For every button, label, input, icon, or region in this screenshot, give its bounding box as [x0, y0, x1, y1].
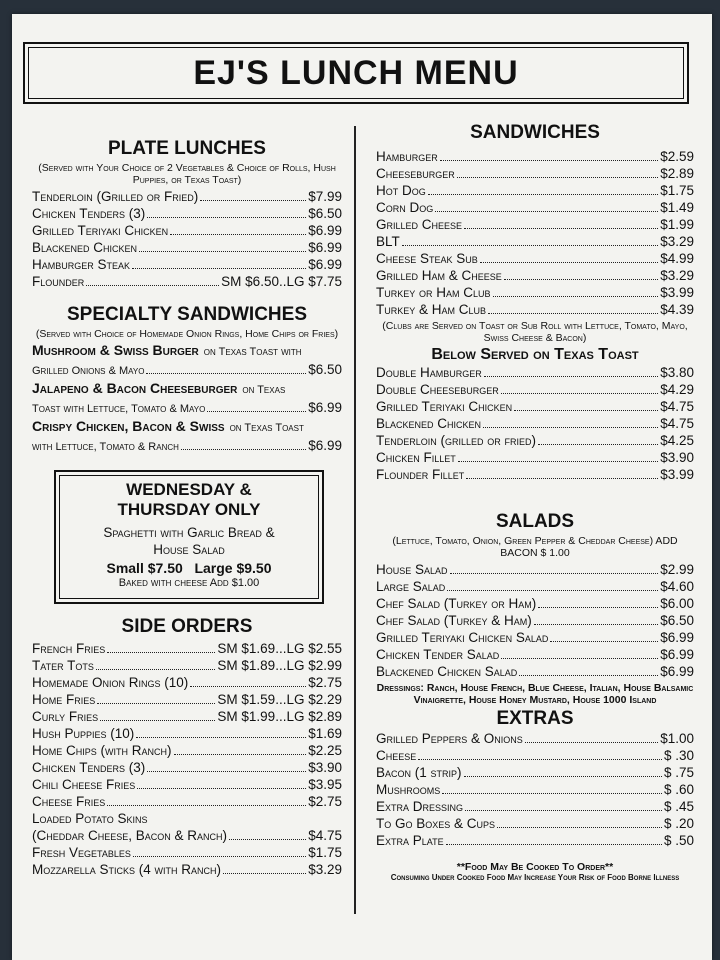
item-name: Cheese Steak Sub — [376, 251, 478, 266]
dot-leader — [466, 478, 658, 479]
item-name: Chicken Tenders (3) — [32, 206, 146, 221]
dot-leader — [229, 839, 306, 840]
footer-disclaimer: Consuming Under Cooked Food May Increase Your Risk of Food Borne Illness — [390, 873, 680, 882]
item-name: Extra Plate — [376, 833, 444, 848]
item-price: $6.99 — [660, 630, 694, 645]
item-name: Home Fries — [32, 692, 96, 707]
item-price: $4.99 — [660, 251, 694, 266]
dot-leader — [147, 771, 306, 772]
side-order-row — [32, 742, 342, 759]
salad-row — [376, 561, 694, 578]
item-name: Hot Dog — [376, 183, 426, 198]
item-price: $3.99 — [660, 285, 694, 300]
sandwich-row — [376, 148, 694, 165]
dot-leader — [147, 217, 306, 218]
item-name: Corn Dog — [376, 200, 434, 215]
column-divider — [354, 126, 356, 914]
item-name: Large Salad — [376, 579, 446, 594]
item-name: Double Hamburger — [376, 365, 482, 380]
specialty-note: (Served with Choice of Homemade Onion Rings, Home Chips or Fries) — [35, 328, 339, 340]
item-price: $4.75 — [660, 416, 694, 431]
salads-list — [376, 561, 694, 680]
item-name: Double Cheeseburger — [376, 382, 499, 397]
sandwich-row — [376, 301, 694, 318]
dot-leader — [174, 754, 307, 755]
item-price: SM $1.69...LG $2.55 — [217, 641, 342, 656]
dot-leader — [484, 376, 658, 377]
item-name: Grilled Peppers & Onions — [376, 731, 523, 746]
item-price: $6.99 — [660, 664, 694, 679]
dot-leader — [440, 160, 658, 161]
item-price: $3.29 — [660, 234, 694, 249]
item-name: Curly Fries — [32, 709, 99, 724]
item-name: Flounder Fillet — [376, 467, 465, 482]
dot-leader — [464, 228, 658, 229]
midweek-special-box — [54, 470, 324, 604]
sides-list — [32, 640, 342, 810]
special-note: Baked with cheese Add $1.00 — [118, 577, 260, 589]
special-large: Large $9.50 — [194, 560, 272, 576]
item-price: $4.39 — [660, 302, 694, 317]
sandwich-row — [376, 165, 694, 182]
item-name: Homemade Onion Rings (10) — [32, 675, 189, 690]
sandwich-row — [376, 182, 694, 199]
specialty-name: Jalapeno & Bacon Cheeseburger — [32, 380, 238, 396]
footer-warning: **Food May Be Cooked To Order** — [456, 861, 614, 873]
extra-row — [376, 832, 694, 849]
item-name: Cheeseburger — [376, 166, 455, 181]
plate-lunch-row — [32, 205, 342, 222]
item-name: Chicken Tender Salad — [376, 647, 500, 662]
extra-row — [376, 815, 694, 832]
dot-leader — [139, 251, 306, 252]
item-price: SM $1.59...LG $2.29 — [217, 692, 342, 707]
menu-title-box — [23, 42, 689, 104]
item-price: $2.25 — [308, 743, 342, 758]
dot-leader — [136, 737, 306, 738]
plate-lunches-heading: PLATE LUNCHES — [108, 138, 266, 159]
item-price: $1.00 — [660, 731, 694, 746]
side-order-row — [32, 640, 342, 657]
item-name: Blackened Chicken — [376, 416, 482, 431]
item-name: Blackened Chicken Salad — [376, 664, 518, 679]
item-price: $ .30 — [663, 748, 694, 763]
dot-leader — [107, 652, 215, 653]
item-name: Grilled Ham & Cheese — [376, 268, 502, 283]
item-name: Chili Cheese Fries — [32, 777, 136, 792]
item-price: $ .75 — [663, 765, 694, 780]
clubs-note: (Clubs are Served on Toast or Sub Roll with Lettuce, Tomato, Mayo, Swiss Cheese & Bacon) — [382, 320, 688, 344]
menu-page — [12, 14, 712, 960]
plate-lunch-row — [32, 222, 342, 239]
item-price: $ .50 — [663, 833, 694, 848]
extra-row — [376, 730, 694, 747]
plate-lunch-row — [32, 188, 342, 205]
plate-lunches-note: (Served with Your Choice of 2 Vegetables & Choice of Rolls, Hush Puppies, or Texas Toast) — [38, 162, 336, 186]
dot-leader — [447, 590, 658, 591]
sides-section — [32, 616, 342, 878]
item-price: $6.99 — [308, 223, 342, 238]
item-price: $6.50 — [660, 613, 694, 628]
texas-toast-row — [376, 398, 694, 415]
item-price: $6.99 — [308, 438, 342, 453]
salads-heading: SALADS — [495, 511, 575, 532]
specialty-desc: on Texas Toast with — [203, 346, 302, 358]
item-price: $1.69 — [308, 726, 342, 741]
item-name: Extra Dressing — [376, 799, 464, 814]
item-name: Chef Salad (Turkey or Ham) — [376, 596, 537, 611]
sandwich-row — [376, 216, 694, 233]
dot-leader — [519, 675, 658, 676]
dot-leader — [538, 607, 658, 608]
dot-leader — [207, 411, 306, 412]
item-name: French Fries — [32, 641, 106, 656]
sandwiches-list — [376, 148, 694, 318]
dot-leader — [446, 844, 662, 845]
sandwiches-heading: SANDWICHES — [470, 122, 600, 143]
dot-leader — [450, 573, 659, 574]
item-price: $4.75 — [308, 828, 342, 843]
item-name: Grilled Cheese — [376, 217, 463, 232]
dot-leader — [435, 211, 658, 212]
salad-row — [376, 612, 694, 629]
item-name: Cheese — [376, 748, 417, 763]
specialty-item — [32, 418, 342, 456]
item-name: To Go Boxes & Cups — [376, 816, 496, 831]
item-name: Home Chips (with Ranch) — [32, 743, 172, 758]
specialty-name: Mushroom & Swiss Burger — [32, 342, 199, 358]
item-name: with Lettuce, Tomato & Ranch — [32, 441, 179, 453]
item-name: (Cheddar Cheese, Bacon & Ranch) — [32, 828, 228, 843]
dot-leader — [133, 856, 306, 857]
item-name: Blackened Chicken — [32, 240, 138, 255]
item-price: $2.59 — [660, 149, 694, 164]
dot-leader — [538, 444, 658, 445]
dot-leader — [480, 262, 658, 263]
extras-list — [376, 730, 694, 849]
dot-leader — [86, 285, 219, 286]
item-price: $4.29 — [660, 382, 694, 397]
dot-leader — [190, 686, 306, 687]
dot-leader — [465, 810, 662, 811]
specialty-desc: on Texas Toast — [229, 422, 304, 434]
dot-leader — [525, 742, 658, 743]
dot-leader — [402, 245, 658, 246]
extra-row — [376, 798, 694, 815]
item-name: Grilled Teriyaki Chicken Salad — [376, 630, 549, 645]
texas-toast-heading: Below Served on Texas Toast — [431, 346, 639, 363]
dot-leader — [493, 296, 659, 297]
item-name: Chicken Fillet — [376, 450, 456, 465]
item-name: Bacon (1 strip) — [376, 765, 462, 780]
specialty-price-line — [32, 361, 342, 380]
specialty-item — [32, 380, 342, 418]
item-price: $3.90 — [660, 450, 694, 465]
dot-leader — [170, 234, 306, 235]
item-name: Mozzarella Sticks (4 with Ranch) — [32, 862, 222, 877]
item-name: Turkey or Ham Club — [376, 285, 491, 300]
salad-row — [376, 595, 694, 612]
dot-leader — [442, 793, 662, 794]
specialty-list — [32, 342, 342, 456]
sides-heading: SIDE ORDERS — [121, 616, 253, 637]
item-name: Grilled Teriyaki Chicken — [376, 399, 513, 414]
specialty-title-line — [32, 342, 342, 361]
extra-row — [376, 747, 694, 764]
specialty-desc: on Texas — [242, 384, 286, 396]
item-price: $1.49 — [660, 200, 694, 215]
dot-leader — [418, 759, 662, 760]
side-order-row — [32, 861, 342, 878]
sides-list-2 — [32, 827, 342, 878]
item-price: $6.99 — [308, 400, 342, 415]
item-name: Hamburger Steak — [32, 257, 131, 272]
item-price: $4.25 — [660, 433, 694, 448]
side-order-row — [32, 776, 342, 793]
sandwich-row — [376, 284, 694, 301]
texas-toast-row — [376, 432, 694, 449]
dot-leader — [100, 720, 215, 721]
side-order-row — [32, 708, 342, 725]
specialty-name: Crispy Chicken, Bacon & Swiss — [32, 418, 225, 434]
dot-leader — [181, 449, 306, 450]
item-price: $7.99 — [308, 189, 342, 204]
dot-leader — [457, 177, 658, 178]
item-name: Hush Puppies (10) — [32, 726, 135, 741]
item-name: Grilled Onions & Mayo — [32, 365, 145, 377]
item-price: SM $6.50..LG $7.75 — [221, 274, 342, 289]
item-name: House Salad — [376, 562, 448, 577]
item-price: $6.00 — [660, 596, 694, 611]
salad-row — [376, 646, 694, 663]
dot-leader — [504, 279, 658, 280]
dot-leader — [464, 776, 662, 777]
texas-toast-row — [376, 449, 694, 466]
side-order-row — [32, 725, 342, 742]
item-price: $6.99 — [308, 240, 342, 255]
dot-leader — [97, 703, 215, 704]
specialty-heading: SPECIALTY SANDWICHES — [67, 304, 307, 325]
dot-leader — [132, 268, 306, 269]
item-price: $1.75 — [308, 845, 342, 860]
left-column — [32, 138, 342, 456]
item-price: $6.99 — [660, 647, 694, 662]
item-price: $3.80 — [660, 365, 694, 380]
dot-leader — [534, 624, 658, 625]
side-order-row — [32, 827, 342, 844]
sandwich-row — [376, 233, 694, 250]
dot-leader — [514, 410, 658, 411]
item-price: $ .20 — [663, 816, 694, 831]
item-price: $2.99 — [660, 562, 694, 577]
extra-row — [376, 781, 694, 798]
specialty-item — [32, 342, 342, 380]
item-price: $6.99 — [308, 257, 342, 272]
item-name: Mushrooms — [376, 782, 441, 797]
salads-note: (Lettuce, Tomato, Onion, Green Pepper & Cheddar Cheese) ADD BACON $ 1.00 — [392, 535, 678, 559]
texas-toast-row — [376, 466, 694, 483]
dot-leader — [223, 873, 306, 874]
item-price: SM $1.99...LG $2.89 — [217, 709, 342, 724]
dot-leader — [501, 393, 658, 394]
item-price: $1.99 — [660, 217, 694, 232]
extras-heading: EXTRAS — [496, 708, 574, 729]
specialty-title-line — [32, 380, 342, 399]
item-name: Flounder — [32, 274, 85, 289]
loaded-skins-title: Loaded Potato Skins — [32, 811, 148, 826]
dot-leader — [146, 373, 306, 374]
sandwich-row — [376, 267, 694, 284]
item-name: Grilled Teriyaki Chicken — [32, 223, 169, 238]
item-name: Toast with Lettuce, Tomato & Mayo — [32, 403, 206, 415]
dot-leader — [428, 194, 658, 195]
item-price: $1.75 — [660, 183, 694, 198]
side-order-row — [32, 691, 342, 708]
plate-lunch-row — [32, 273, 342, 290]
item-price: $6.50 — [308, 206, 342, 221]
item-name: BLT — [376, 234, 400, 249]
side-order-row — [32, 759, 342, 776]
dot-leader — [458, 461, 658, 462]
specialty-price-line — [32, 399, 342, 418]
item-name: Tenderloin (grilled or fried) — [376, 433, 537, 448]
side-order-row — [32, 674, 342, 691]
texas-toast-row — [376, 415, 694, 432]
salad-row — [376, 629, 694, 646]
special-small: Small $7.50 — [106, 560, 183, 576]
item-name: Chicken Tenders (3) — [32, 760, 146, 775]
dot-leader — [107, 805, 306, 806]
dot-leader — [501, 658, 658, 659]
item-price: $3.99 — [660, 467, 694, 482]
dot-leader — [483, 427, 658, 428]
dot-leader — [137, 788, 306, 789]
item-name: Turkey & Ham Club — [376, 302, 487, 317]
specialty-title-line — [32, 418, 342, 437]
texas-toast-row — [376, 381, 694, 398]
item-price: $3.90 — [308, 760, 342, 775]
menu-title: EJ'S LUNCH MENU — [193, 53, 519, 92]
item-name: Tater Tots — [32, 658, 94, 673]
plate-lunch-row — [32, 239, 342, 256]
dot-leader — [96, 669, 216, 670]
dot-leader — [550, 641, 658, 642]
item-price: $ .60 — [663, 782, 694, 797]
item-price: $ .45 — [663, 799, 694, 814]
sandwich-row — [376, 250, 694, 267]
item-name: Cheese Fries — [32, 794, 106, 809]
plate-lunches-list — [32, 188, 342, 290]
item-name: Chef Salad (Turkey & Ham) — [376, 613, 532, 628]
special-text-1: Spaghetti with Garlic Bread & — [103, 525, 275, 540]
extra-row — [376, 764, 694, 781]
item-price: $4.75 — [660, 399, 694, 414]
texas-toast-row — [376, 364, 694, 381]
special-heading-1: WEDNESDAY & — [126, 480, 252, 499]
dot-leader — [200, 200, 306, 201]
item-name: Tenderloin (Grilled or Fried) — [32, 189, 199, 204]
right-column — [376, 122, 694, 883]
item-price: $3.95 — [308, 777, 342, 792]
dot-leader — [488, 313, 658, 314]
item-price: $2.75 — [308, 675, 342, 690]
item-price: $4.60 — [660, 579, 694, 594]
item-price: $3.29 — [660, 268, 694, 283]
side-order-row — [32, 793, 342, 810]
dot-leader — [497, 827, 662, 828]
salad-row — [376, 578, 694, 595]
side-order-row — [32, 657, 342, 674]
salad-row — [376, 663, 694, 680]
item-name: Fresh Vegetables — [32, 845, 131, 860]
special-text-2: House Salad — [153, 542, 225, 557]
item-price: SM $1.89...LG $2.99 — [217, 658, 342, 673]
plate-lunch-row — [32, 256, 342, 273]
sandwich-row — [376, 199, 694, 216]
texas-toast-list — [376, 364, 694, 483]
item-price: $2.89 — [660, 166, 694, 181]
item-price: $2.75 — [308, 794, 342, 809]
item-name: Hamburger — [376, 149, 438, 164]
side-order-row — [32, 844, 342, 861]
dressings-note: Dressings: Ranch, House French, Blue Cheese, Italian, House Balsamic Vinaigrette, House Honey Mustard, House 1000 Island — [376, 682, 694, 706]
item-price: $3.29 — [308, 862, 342, 877]
special-heading-2: THURSDAY ONLY — [117, 500, 261, 519]
item-price: $6.50 — [308, 362, 342, 377]
specialty-price-line — [32, 437, 342, 456]
